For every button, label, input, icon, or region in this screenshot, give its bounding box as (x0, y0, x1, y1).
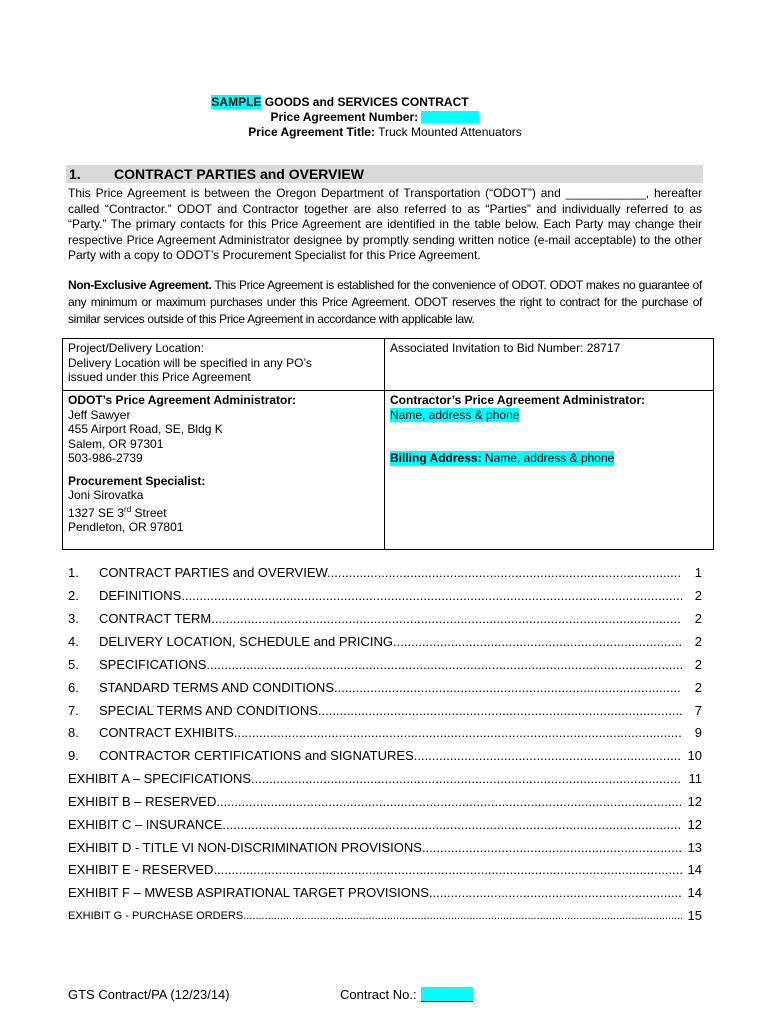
toc-item[interactable]: 9. CONTRACTOR CERTIFICATIONS and SIGNATURES ..... 10 (68, 748, 702, 764)
toc-item[interactable]: EXHIBIT B – RESERVED ..... 12 (68, 794, 702, 810)
odot-admin-cell (63, 391, 385, 550)
itb-number: Associated Invitation to Bid Number: 28717 (390, 341, 621, 355)
toc-item[interactable]: EXHIBIT D - TITLE VI NON-DISCRIMINATION PROVISIONS ..... 13 (68, 840, 702, 856)
overview-paragraph: This Price Agreement is between the Oregon Department of Transportation (“ODOT”) and ____________, hereafter called “Contractor.” ODOT and Contractor together are also referred to as “Parties” and individually referred to as “Party.” The primary contacts for this Price Agreement are identified in the table below. Each Party may change their respective Price Agreement Administrator designee by promptly sending written notice (e-mail acceptable) to the other Party with a copy to ODOT’s Procurement Specialist for this Price Agreement. (68, 186, 702, 262)
non-exclusive-paragraph (68, 277, 702, 328)
price-agreement-title-value: Truck Mounted Attenuators (374, 125, 522, 139)
footer-form-id: GTS Contract/PA (12/23/14) (68, 987, 230, 1002)
toc-item[interactable]: 3. CONTRACT TERM ..... 2 (68, 611, 702, 627)
section-title: CONTRACT PARTIES and OVERVIEW (114, 166, 364, 182)
contacts-table (62, 338, 714, 550)
contract-no-field[interactable] (421, 987, 473, 1002)
billing-value: Name, address & phone (481, 451, 615, 466)
contractor-admin-label: Contractor’s Price Agreement Administrator: (390, 393, 646, 408)
price-agreement-number-line (0, 110, 760, 125)
non-exclusive-text: This Price Agreement is established for the convenience of ODOT. ODOT makes no guarantee of any minimum or maximum purchases under this Price Agreement. ODOT reserves the right to contract for the purchase of similar services outside of this Price Agreement in accordance with applicable law. (68, 278, 702, 326)
procurement-label: Procurement Specialist: (68, 473, 206, 488)
delivery-location-line2: issued under this Price Agreement (68, 370, 251, 384)
procurement-name: Joni Sirovatka (68, 488, 144, 503)
odot-admin-address1: 455 Airport Road, SE, Bldg K (68, 422, 223, 437)
contract-type: GOODS and SERVICES CONTRACT (261, 95, 469, 109)
contract-no-label: Contract No.: (340, 987, 417, 1002)
odot-admin-address2: Salem, OR 97301 (68, 436, 164, 451)
toc-item[interactable]: EXHIBIT A – SPECIFICATIONS ..... 11 (68, 771, 702, 787)
sample-highlight: SAMPLE (211, 95, 262, 109)
contractor-admin-cell (385, 391, 714, 550)
price-agreement-number-label: Price Agreement Number: (270, 110, 419, 124)
toc-item[interactable]: 4. DELIVERY LOCATION, SCHEDULE and PRICING ..... 2 (68, 634, 702, 650)
toc-item[interactable]: EXHIBIT E - RESERVED ..... 14 (68, 862, 702, 878)
toc-item[interactable]: 1. CONTRACT PARTIES and OVERVIEW ..... 1 (68, 565, 702, 581)
procurement-address2: Pendleton, OR 97801 (68, 520, 184, 535)
price-agreement-title-line (0, 125, 770, 140)
odot-admin-phone: 503-986-2739 (68, 451, 143, 466)
odot-admin-name: Jeff Sawyer (68, 407, 131, 422)
toc-item[interactable]: 5. SPECIFICATIONS ..... 2 (68, 657, 702, 673)
toc-item[interactable]: 7. SPECIAL TERMS AND CONDITIONS ..... 7 (68, 703, 702, 719)
itb-cell (385, 339, 714, 391)
price-agreement-number-field[interactable] (421, 111, 479, 123)
toc-item[interactable]: 2. DEFINITIONS ..... 2 (68, 588, 702, 604)
toc-item[interactable]: 8. CONTRACT EXHIBITS ..... 9 (68, 725, 702, 741)
toc-item[interactable]: EXHIBIT G - PURCHASE ORDERS ..... 15 (68, 908, 702, 924)
price-agreement-title-label: Price Agreement Title: (248, 125, 375, 139)
delivery-location-label: Project/Delivery Location: (68, 341, 205, 355)
delivery-location-line1: Delivery Location will be specified in any PO’s (68, 355, 312, 370)
toc-item[interactable]: 6. STANDARD TERMS AND CONDITIONS ..... 2 (68, 680, 702, 696)
contractor-admin-value[interactable]: Name, address & phone (390, 407, 520, 422)
footer-contract-no (340, 987, 473, 1003)
section-number: 1. (69, 166, 81, 182)
billing-address[interactable] (390, 451, 614, 466)
section-1-heading (66, 165, 703, 183)
odot-admin-label: ODOT’s Price Agreement Administrator: (68, 393, 297, 408)
procurement-address1: 1327 SE 3rd Street (68, 504, 167, 520)
delivery-location-cell (63, 339, 385, 391)
billing-label: Billing Address: (390, 451, 482, 466)
toc-item[interactable]: EXHIBIT F – MWESB ASPIRATIONAL TARGET PROVISIONS ..... 14 (68, 885, 702, 901)
toc-item[interactable]: EXHIBIT C – INSURANCE ..... 12 (68, 817, 702, 833)
contract-heading (0, 95, 725, 110)
non-exclusive-label: Non-Exclusive Agreement. (68, 278, 212, 292)
